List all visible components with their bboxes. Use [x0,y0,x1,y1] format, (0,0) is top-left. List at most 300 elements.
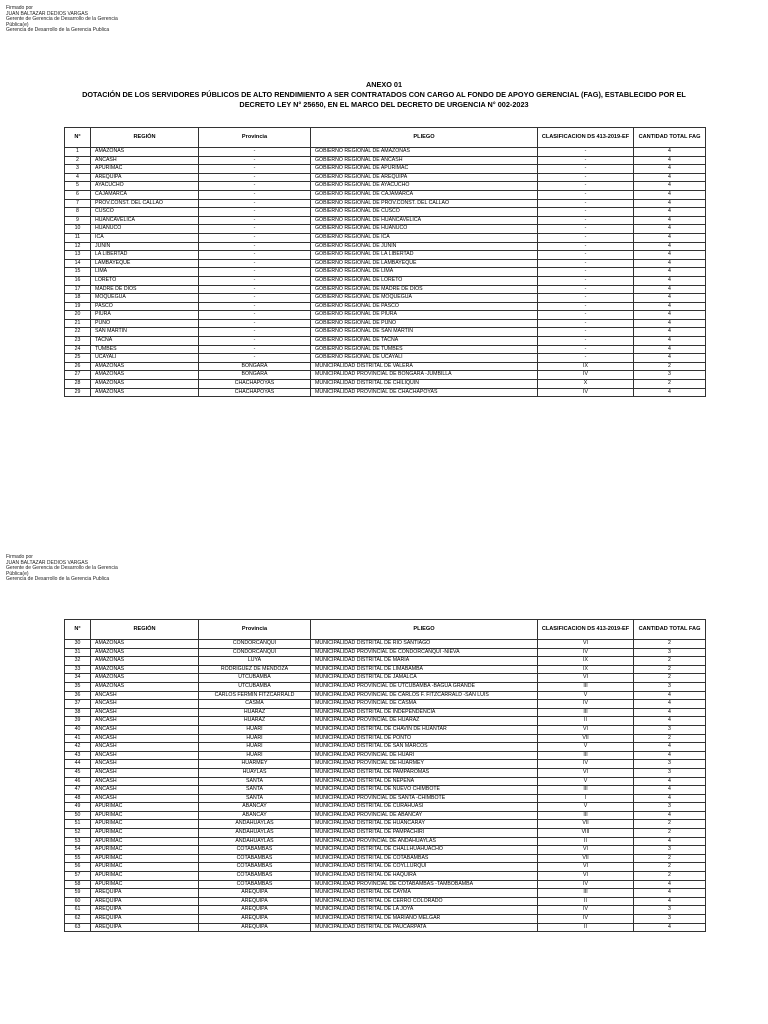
cell-provincia: BONGARA [199,362,311,371]
cell-cantidad: 2 [634,640,706,649]
cell-region: CAJAMARCA [91,190,199,199]
cell-clasificacion: - [538,311,634,320]
cell-pliego: GOBIERNO REGIONAL DE TACNA [311,337,538,346]
cell-region: ANCASH [91,734,199,743]
cell-n: 34 [65,674,91,683]
cell-clasificacion: - [538,337,634,346]
cell-cantidad: 3 [634,915,706,924]
cell-cantidad: 4 [634,259,706,268]
cell-n: 1 [65,148,91,157]
cell-pliego: MUNICIPALIDAD PROVINCIAL DE SANTA -CHIMBOTE [311,794,538,803]
cell-provincia: - [199,311,311,320]
cell-cantidad: 3 [634,682,706,691]
cell-region: AREQUIPA [91,923,199,932]
cell-cantidad: 4 [634,268,706,277]
cell-region: AMAZONAS [91,388,199,397]
cell-provincia: AREQUIPA [199,889,311,898]
stamp-line: Gerente de Gerencia de Desarrollo de la Gerencia [6,565,118,572]
cell-cantidad: 4 [634,889,706,898]
table-row [65,345,706,354]
cell-region: AREQUIPA [91,906,199,915]
table-row [65,915,706,924]
cell-clasificacion: VI [538,768,634,777]
cell-region: APURIMAC [91,803,199,812]
cell-n: 55 [65,854,91,863]
table-row [65,268,706,277]
cell-cantidad: 4 [634,302,706,311]
cell-n: 30 [65,640,91,649]
cell-n: 57 [65,872,91,881]
cell-cantidad: 4 [634,242,706,251]
cell-region: ANCASH [91,794,199,803]
cell-cantidad: 3 [634,371,706,380]
cell-region: ANCASH [91,725,199,734]
cell-cantidad: 4 [634,216,706,225]
table-row [65,319,706,328]
cell-n: 49 [65,803,91,812]
cell-cantidad: 4 [634,708,706,717]
table-row [65,259,706,268]
header-pliego: PLIEGO [311,128,538,148]
cell-provincia: - [199,208,311,217]
cell-region: AMAZONAS [91,648,199,657]
table-row [65,302,706,311]
cell-cantidad: 4 [634,208,706,217]
cell-provincia: CONDORCANQUI [199,640,311,649]
table-row [65,276,706,285]
cell-cantidad: 4 [634,837,706,846]
cell-cantidad: 4 [634,777,706,786]
cell-cantidad: 2 [634,734,706,743]
cell-provincia: CASMA [199,700,311,709]
cell-region: AMAZONAS [91,657,199,666]
cell-provincia: ANDAHUAYLAS [199,829,311,838]
cell-cantidad: 3 [634,906,706,915]
cell-pliego: MUNICIPALIDAD DISTRITAL DE LA JOYA [311,906,538,915]
cell-clasificacion: - [538,182,634,191]
cell-n: 59 [65,889,91,898]
cell-n: 2 [65,156,91,165]
table-row [65,854,706,863]
cell-clasificacion: VI [538,863,634,872]
cell-pliego: MUNICIPALIDAD DISTRITAL DE PAMPACHIRI [311,829,538,838]
cell-clasificacion: I [538,794,634,803]
cell-clasificacion: X [538,380,634,389]
cell-n: 63 [65,923,91,932]
table-row [65,371,706,380]
table-row [65,362,706,371]
cell-cantidad: 3 [634,803,706,812]
cell-n: 38 [65,708,91,717]
cell-pliego: GOBIERNO REGIONAL DE AYACUCHO [311,182,538,191]
header-pliego: PLIEGO [311,620,538,640]
cell-region: APURIMAC [91,829,199,838]
cell-region: APURIMAC [91,820,199,829]
cell-provincia: COTABAMBAS [199,880,311,889]
cell-pliego: MUNICIPALIDAD DISTRITAL DE CERRO COLORADO [311,897,538,906]
cell-cantidad: 3 [634,768,706,777]
cell-pliego: MUNICIPALIDAD DISTRITAL DE MARIA [311,657,538,666]
cell-n: 17 [65,285,91,294]
cell-cantidad: 2 [634,829,706,838]
cell-clasificacion: IV [538,648,634,657]
cell-pliego: MUNICIPALIDAD DISTRITAL DE COTABAMBAS [311,854,538,863]
cell-n: 20 [65,311,91,320]
cell-provincia: - [199,276,311,285]
cell-pliego: MUNICIPALIDAD PROVINCIAL DE HUARAZ [311,717,538,726]
cell-provincia: UTCUBAMBA [199,674,311,683]
cell-n: 23 [65,337,91,346]
cell-cantidad: 2 [634,674,706,683]
cell-cantidad: 4 [634,388,706,397]
table-row [65,708,706,717]
cell-pliego: MUNICIPALIDAD DISTRITAL DE SAN MARCOS [311,743,538,752]
cell-region: AMAZONAS [91,362,199,371]
cell-clasificacion: III [538,751,634,760]
cell-clasificacion: II [538,837,634,846]
table-row [65,734,706,743]
cell-region: AYACUCHO [91,182,199,191]
cell-cantidad: 4 [634,294,706,303]
cell-clasificacion: III [538,682,634,691]
cell-provincia: HUARMEY [199,760,311,769]
cell-cantidad: 4 [634,225,706,234]
table-row [65,199,706,208]
cell-n: 21 [65,319,91,328]
cell-clasificacion: IV [538,700,634,709]
cell-clasificacion: - [538,285,634,294]
cell-region: ANCASH [91,760,199,769]
stamp-line: Gerencia de Desarrollo de la Gerencia Publica [6,576,110,583]
cell-pliego: GOBIERNO REGIONAL DE AREQUIPA [311,173,538,182]
cell-n: 35 [65,682,91,691]
cell-clasificacion: II [538,897,634,906]
cell-region: APURIMAC [91,854,199,863]
table-row [65,820,706,829]
table-row [65,691,706,700]
cell-cantidad: 2 [634,362,706,371]
cell-cantidad: 4 [634,233,706,242]
cell-clasificacion: VII [538,734,634,743]
cell-clasificacion: IV [538,915,634,924]
cell-region: HUANUCO [91,225,199,234]
table-header-row [65,128,706,148]
cell-provincia: - [199,233,311,242]
table-row [65,311,706,320]
stamp-line: Gerencia de Desarrollo de la Gerencia Publica [6,27,110,34]
cell-clasificacion: II [538,923,634,932]
cell-provincia: UTCUBAMBA [199,682,311,691]
cell-clasificacion: VI [538,725,634,734]
cell-pliego: MUNICIPALIDAD DISTRITAL DE COYLLURQUI [311,863,538,872]
cell-clasificacion: - [538,173,634,182]
cell-clasificacion: III [538,786,634,795]
cell-pliego: GOBIERNO REGIONAL DE MADRE DE DIOS [311,285,538,294]
cell-cantidad: 4 [634,276,706,285]
cell-pliego: MUNICIPALIDAD PROVINCIAL DE HUARMEY [311,760,538,769]
cell-pliego: MUNICIPALIDAD DISTRITAL DE LIMABAMBA [311,665,538,674]
table-row [65,674,706,683]
cell-pliego: GOBIERNO REGIONAL DE ICA [311,233,538,242]
cell-provincia: - [199,268,311,277]
cell-clasificacion: V [538,743,634,752]
cell-provincia: CONDORCANQUI [199,648,311,657]
cell-n: 4 [65,173,91,182]
cell-clasificacion: - [538,156,634,165]
cell-pliego: GOBIERNO REGIONAL DE CAJAMARCA [311,190,538,199]
cell-clasificacion: IV [538,371,634,380]
table-row [65,829,706,838]
cell-cantidad: 4 [634,691,706,700]
cell-n: 10 [65,225,91,234]
table-row [65,846,706,855]
cell-pliego: GOBIERNO REGIONAL DE JUNIN [311,242,538,251]
cell-n: 48 [65,794,91,803]
cell-pliego: GOBIERNO REGIONAL DE AMAZONAS [311,148,538,157]
table-row [65,337,706,346]
cell-n: 12 [65,242,91,251]
header-cantidad: CANTIDAD TOTAL FAG [634,620,706,640]
cell-cantidad: 2 [634,872,706,881]
cell-provincia: - [199,165,311,174]
cell-pliego: MUNICIPALIDAD PROVINCIAL DE UTCUBAMBA -BAGUA GRANDE [311,682,538,691]
cell-n: 56 [65,863,91,872]
cell-provincia: SANTA [199,794,311,803]
cell-provincia: ABANCAY [199,803,311,812]
cell-pliego: MUNICIPALIDAD DISTRITAL DE CURAHUASI [311,803,538,812]
cell-n: 46 [65,777,91,786]
signature-stamp-page1 [6,6,118,34]
cell-cantidad: 4 [634,285,706,294]
cell-n: 33 [65,665,91,674]
cell-clasificacion: VI [538,674,634,683]
cell-pliego: GOBIERNO REGIONAL DE PIURA [311,311,538,320]
annex-label: ANEXO 01 [365,80,403,89]
cell-pliego: MUNICIPALIDAD PROVINCIAL DE ANDAHUAYLAS [311,837,538,846]
cell-region: JUNIN [91,242,199,251]
stamp-line: Firmado por [6,5,33,11]
table-row [65,648,706,657]
cell-provincia: HUARI [199,751,311,760]
cell-clasificacion: - [538,190,634,199]
cell-pliego: GOBIERNO REGIONAL DE UCAYALI [311,354,538,363]
cell-pliego: MUNICIPALIDAD DISTRITAL DE CHILIQUIN [311,380,538,389]
cell-clasificacion: - [538,294,634,303]
table-row [65,760,706,769]
cell-region: ANCASH [91,700,199,709]
cell-n: 42 [65,743,91,752]
cell-n: 13 [65,251,91,260]
table-header-row [65,620,706,640]
cell-provincia: COTABAMBAS [199,872,311,881]
cell-provincia: CHACHAPOYAS [199,380,311,389]
cell-clasificacion: - [538,251,634,260]
cell-clasificacion: - [538,345,634,354]
cell-clasificacion: VIII [538,829,634,838]
stamp-line: Firmado por [6,554,33,560]
cell-pliego: MUNICIPALIDAD DISTRITAL DE PAMPAROMAS [311,768,538,777]
cell-cantidad: 4 [634,811,706,820]
cell-provincia: - [199,199,311,208]
cell-provincia: HUARI [199,743,311,752]
cell-pliego: MUNICIPALIDAD PROVINCIAL DE CASMA [311,700,538,709]
table-row [65,872,706,881]
cell-cantidad: 4 [634,328,706,337]
cell-region: ANCASH [91,786,199,795]
cell-n: 39 [65,717,91,726]
cell-pliego: MUNICIPALIDAD DISTRITAL DE CHAVIN DE HUANTAR [311,725,538,734]
cell-provincia: - [199,225,311,234]
cell-provincia: - [199,251,311,260]
cell-pliego: GOBIERNO REGIONAL DE MOQUEGUA [311,294,538,303]
cell-cantidad: 4 [634,354,706,363]
table-row [65,751,706,760]
cell-pliego: MUNICIPALIDAD PROVINCIAL DE ABANCAY [311,811,538,820]
cell-n: 6 [65,190,91,199]
cell-n: 32 [65,657,91,666]
cell-clasificacion: IX [538,665,634,674]
cell-n: 3 [65,165,91,174]
cell-clasificacion: V [538,777,634,786]
cell-region: ANCASH [91,743,199,752]
cell-pliego: MUNICIPALIDAD DISTRITAL DE PAUCARPATA [311,923,538,932]
table-row [65,294,706,303]
cell-region: PASCO [91,302,199,311]
cell-pliego: GOBIERNO REGIONAL DE PASCO [311,302,538,311]
table-row [65,233,706,242]
cell-n: 5 [65,182,91,191]
cell-clasificacion: - [538,165,634,174]
cell-cantidad: 4 [634,880,706,889]
cell-clasificacion: IV [538,880,634,889]
cell-cantidad: 4 [634,156,706,165]
cell-region: AMAZONAS [91,682,199,691]
header-n: N° [65,620,91,640]
cell-cantidad: 4 [634,199,706,208]
cell-region: APURIMAC [91,811,199,820]
table-row [65,725,706,734]
header-region: REGIÓN [91,620,199,640]
cell-cantidad: 4 [634,345,706,354]
cell-provincia: HUARAZ [199,708,311,717]
cell-pliego: MUNICIPALIDAD DISTRITAL DE MARIANO MELGAR [311,915,538,924]
header-provincia: Provincia [199,620,311,640]
cell-cantidad: 3 [634,846,706,855]
cell-region: AMAZONAS [91,371,199,380]
stamp-line: Gerente de Gerencia de Desarrollo de la Gerencia [6,16,118,23]
cell-provincia: - [199,190,311,199]
cell-n: 47 [65,786,91,795]
cell-region: ANCASH [91,768,199,777]
cell-provincia: AREQUIPA [199,906,311,915]
cell-pliego: MUNICIPALIDAD DISTRITAL DE NUEVO CHIMBOTE [311,786,538,795]
cell-pliego: GOBIERNO REGIONAL DE APURIMAC [311,165,538,174]
table-row [65,717,706,726]
cell-region: APURIMAC [91,863,199,872]
cell-n: 45 [65,768,91,777]
cell-provincia: - [199,302,311,311]
cell-cantidad: 4 [634,165,706,174]
table-row [65,923,706,932]
cell-clasificacion: III [538,708,634,717]
cell-provincia: ABANCAY [199,811,311,820]
cell-region: APURIMAC [91,837,199,846]
cell-cantidad: 4 [634,751,706,760]
cell-n: 40 [65,725,91,734]
cell-pliego: GOBIERNO REGIONAL DE SAN MARTIN [311,328,538,337]
cell-cantidad: 2 [634,380,706,389]
cell-provincia: - [199,337,311,346]
cell-clasificacion: - [538,259,634,268]
cell-pliego: MUNICIPALIDAD DISTRITAL DE JAMALCA [311,674,538,683]
table-row [65,682,706,691]
cell-provincia: - [199,319,311,328]
cell-region: ICA [91,233,199,242]
table-row [65,285,706,294]
cell-pliego: MUNICIPALIDAD DISTRITAL DE HUANCARAY [311,820,538,829]
table-row [65,777,706,786]
cell-clasificacion: - [538,208,634,217]
cell-pliego: MUNICIPALIDAD PROVINCIAL DE HUARI [311,751,538,760]
cell-region: AMAZONAS [91,380,199,389]
cell-provincia: RODRIGUEZ DE MENDOZA [199,665,311,674]
cell-n: 36 [65,691,91,700]
table-row [65,665,706,674]
allocation-table-page2 [64,619,706,932]
cell-cantidad: 4 [634,311,706,320]
cell-clasificacion: II [538,717,634,726]
cell-provincia: HUARI [199,725,311,734]
cell-region: TACNA [91,337,199,346]
table-row [65,328,706,337]
cell-pliego: MUNICIPALIDAD DISTRITAL DE HAQUIRA [311,872,538,881]
cell-n: 44 [65,760,91,769]
cell-pliego: GOBIERNO REGIONAL DE HUANCAVELICA [311,216,538,225]
signature-stamp-page2 [6,555,118,583]
table-row [65,889,706,898]
cell-n: 31 [65,648,91,657]
cell-clasificacion: VI [538,640,634,649]
cell-clasificacion: - [538,233,634,242]
cell-pliego: MUNICIPALIDAD PROVINCIAL DE CHACHAPOYAS [311,388,538,397]
cell-n: 41 [65,734,91,743]
table-row [65,173,706,182]
table-row [65,190,706,199]
title-line: DOTACIÓN DE LOS SERVIDORES PÚBLICOS DE ALTO RENDIMIENTO A SER CONTRATADOS CON CARGO AL FONDO DE APOYO GERENCIAL (FAG), ESTABLECIDO POR EL [82,90,686,99]
cell-n: 54 [65,846,91,855]
cell-pliego: GOBIERNO REGIONAL DE LA LIBERTAD [311,251,538,260]
cell-n: 26 [65,362,91,371]
cell-clasificacion: VI [538,846,634,855]
cell-clasificacion: - [538,216,634,225]
table-row [65,803,706,812]
cell-clasificacion: IV [538,388,634,397]
cell-pliego: MUNICIPALIDAD PROVINCIAL DE CARLOS F. FITZCARRALD -SAN LUIS [311,691,538,700]
table-row [65,216,706,225]
cell-clasificacion: - [538,302,634,311]
cell-pliego: MUNICIPALIDAD DISTRITAL DE VALERA [311,362,538,371]
table-row [65,811,706,820]
cell-provincia: LUYA [199,657,311,666]
table-row [65,786,706,795]
allocation-table-page1 [64,127,706,397]
cell-n: 19 [65,302,91,311]
cell-region: AMAZONAS [91,665,199,674]
table-row [65,182,706,191]
cell-provincia: - [199,328,311,337]
cell-cantidad: 2 [634,665,706,674]
cell-pliego: GOBIERNO REGIONAL DE PROV.CONST. DEL CALLAO [311,199,538,208]
